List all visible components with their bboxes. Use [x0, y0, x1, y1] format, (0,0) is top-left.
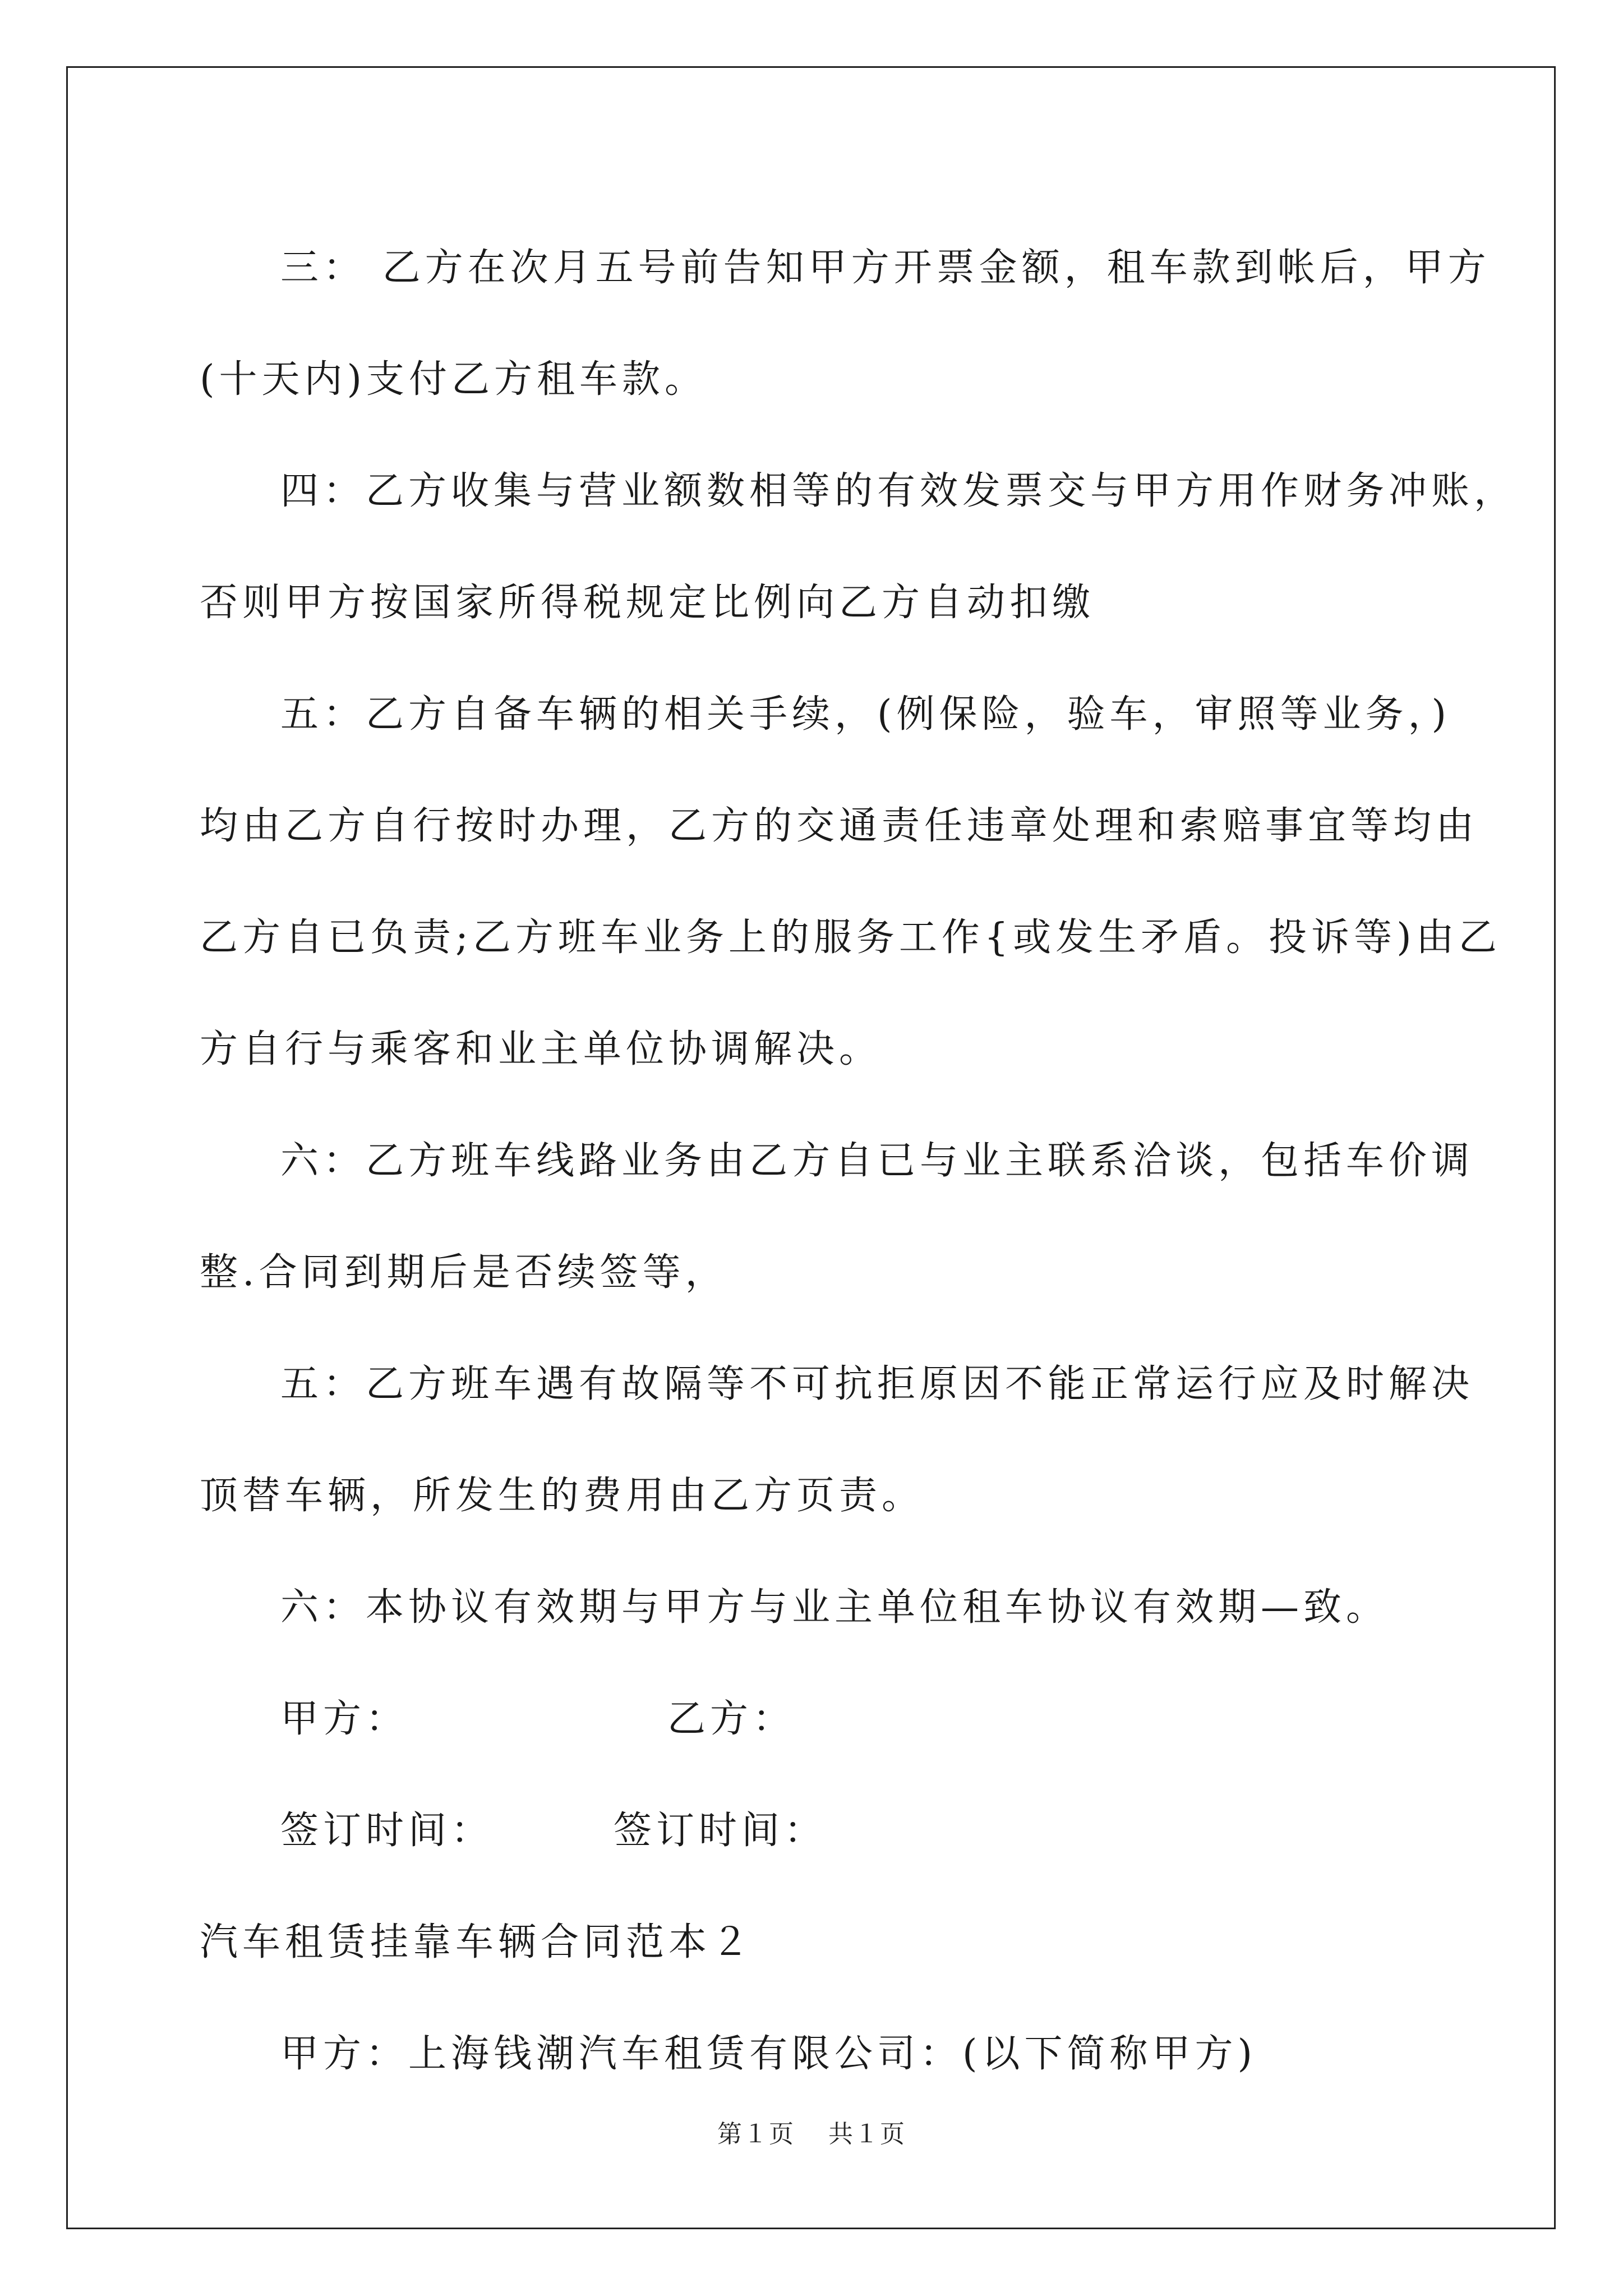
- text-line: 三： 乙方在次月五号前告知甲方开票金额，租车款到帐后，甲方: [280, 246, 1491, 290]
- clause-four: [200, 435, 1517, 659]
- clause-five: [200, 659, 1501, 1105]
- text-line: 整.合同到期后是否续签等，: [200, 1250, 728, 1295]
- party-a-sign-time-label: 签订时间：: [280, 1809, 494, 1853]
- text-line: 五：乙方自备车辆的相关手续，(例保险，验车，审照等业务，): [280, 692, 1451, 737]
- document-body: [200, 212, 1517, 2110]
- party-a-signature-label: 甲方：: [280, 1697, 409, 1741]
- party-b-sign-time-label: 签订时间：: [614, 1809, 827, 1853]
- signature-parties-row: [200, 1663, 1456, 1775]
- text-line: 乙方自已负责;乙方班车业务上的服务工作{或发生矛盾。投诉等)由乙: [200, 915, 1501, 960]
- clause-six: [200, 1105, 1474, 1328]
- page-number: 第１页: [717, 2120, 795, 2148]
- text-line: 六：本协议有效期与甲方与业主单位租车协议有效期—致。: [280, 1585, 1389, 1630]
- text-line: 否则甲方按国家所得税规定比例向乙方自动扣缴: [200, 581, 1095, 625]
- text-line: 六：乙方班车线路业务由乙方自已与业主联系洽谈，包括车价调: [280, 1139, 1474, 1183]
- signature-time-row: [200, 1775, 1456, 1887]
- text-line: 顶替车辆，所发生的费用由乙方页责。: [200, 1474, 925, 1518]
- page-total: 共１页: [828, 2120, 906, 2148]
- clause-five-repeat: [200, 1328, 1474, 1552]
- clause-six-repeat: [200, 1552, 1456, 1663]
- section-title: 汽车租赁挂靠车辆合同范本２: [200, 1920, 754, 1964]
- text-line: 五：乙方班车遇有故隔等不可抗拒原因不能正常运行应及时解决: [280, 1362, 1474, 1406]
- text-line: 均由乙方自行按时办理，乙方的交通责任违章处理和索赔事宜等均由: [200, 804, 1479, 848]
- clause-three: [200, 212, 1491, 435]
- page-footer: [0, 2114, 1623, 2150]
- party-b-signature-label: 乙方：: [667, 1697, 796, 1741]
- text-line: 四：乙方收集与营业额数相等的有效发票交与甲方用作财务冲账，: [280, 469, 1517, 513]
- text-line: 方自行与乘客和业主单位协调解决。: [200, 1027, 882, 1071]
- party-a-line: 甲方：上海钱潮汽车租赁有限公司：(以下简称甲方): [280, 2032, 1257, 2076]
- text-line: (十天内)支付乙方租车款。: [200, 357, 708, 402]
